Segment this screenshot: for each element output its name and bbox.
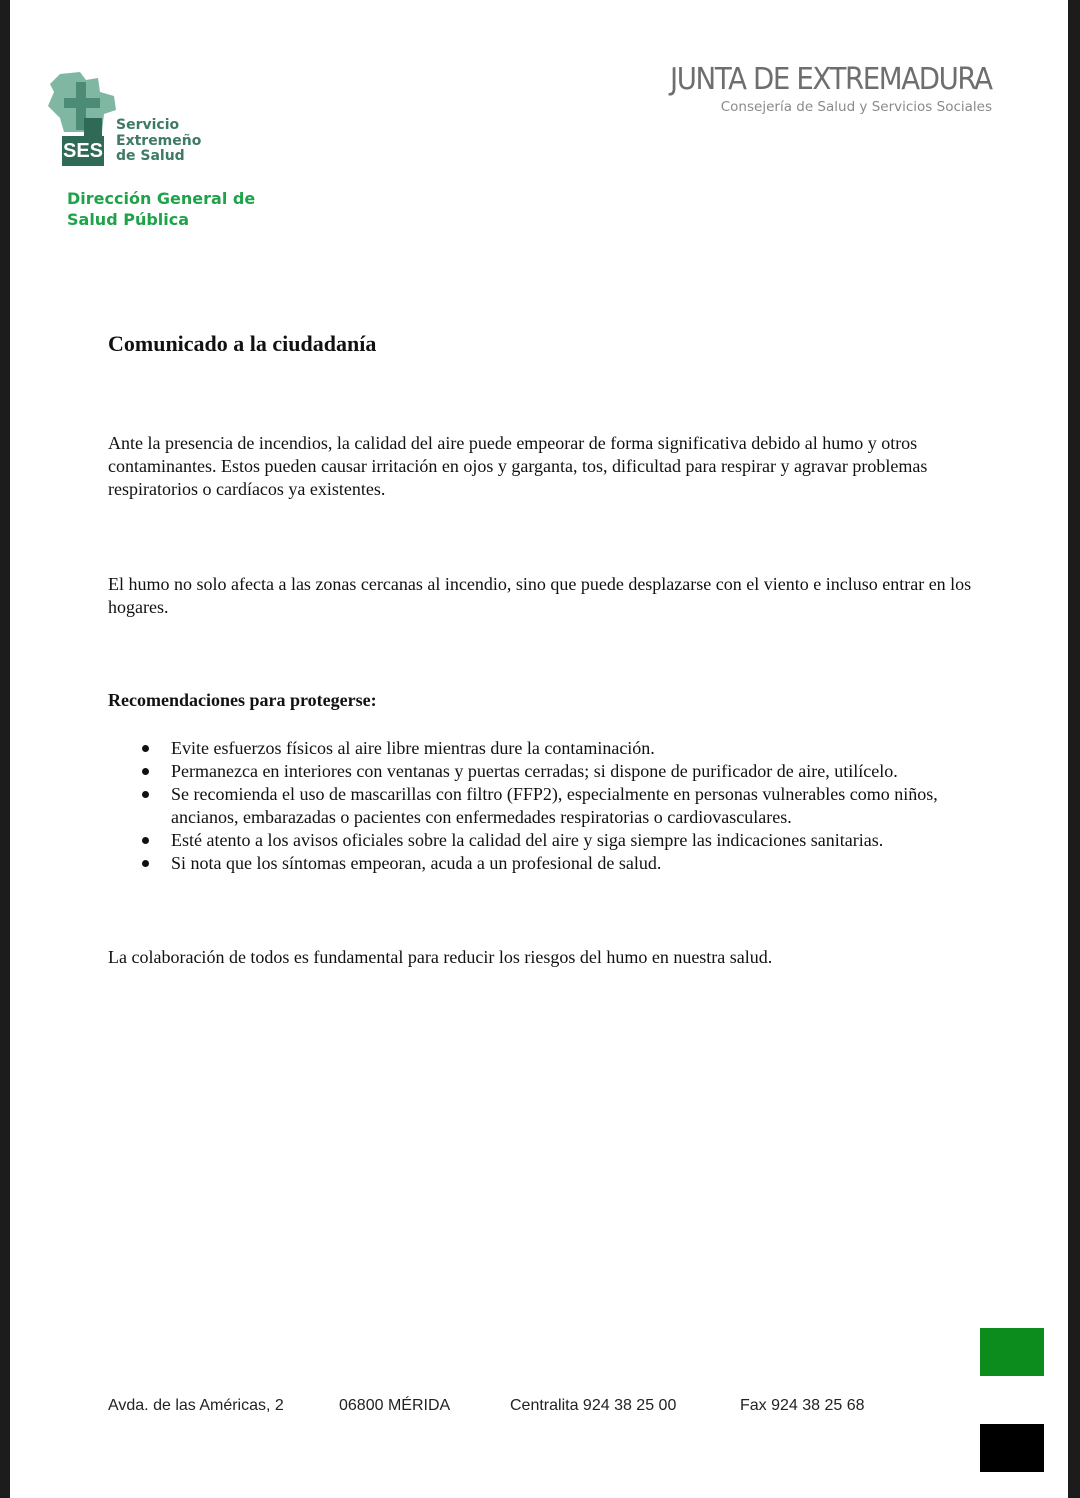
recommendations-title: Recomendaciones para protegerse: — [108, 690, 377, 710]
green-square — [980, 1328, 1044, 1376]
recommendations-list — [108, 737, 988, 875]
document-heading: Comunicado a la ciudadanía — [108, 331, 377, 356]
footer-fax: Fax 924 38 25 68 — [740, 1397, 865, 1414]
ses-name-line: de Salud — [116, 148, 185, 164]
list-item: Permanezca en interiores con ventanas y puertas cerradas; si dispone de purificador de aire, utilícelo. — [108, 760, 988, 783]
black-square — [980, 1424, 1044, 1472]
paragraph-intro: Ante la presencia de incendios, la calidad del aire puede empeorar de forma significativa debido al humo y otros contaminantes. Estos pueden causar irritación en ojos y garganta, tos, dificultad para respirar y agravar problemas respiratorios o cardíacos ya existentes. — [108, 433, 928, 499]
document-page — [10, 0, 1068, 1498]
direccion-line: Dirección General de — [67, 189, 256, 208]
paragraph-closing: La colaboración de todos es fundamental para reducir los riesgos del humo en nuestra salud. — [108, 947, 773, 967]
footer-city: 06800 MÉRIDA — [339, 1397, 451, 1414]
junta-subtitle: Consejería de Salud y Servicios Sociales — [720, 99, 992, 115]
ses-name — [116, 118, 201, 165]
direccion-general-title — [67, 188, 255, 230]
list-item: Evite esfuerzos físicos al aire libre mientras dure la contaminación. — [108, 737, 988, 760]
list-item: Si nota que los síntomas empeoran, acuda a un profesional de salud. — [108, 852, 988, 875]
direccion-line: Salud Pública — [67, 210, 190, 229]
ses-abbreviation: SES — [63, 140, 104, 162]
ses-logo — [46, 70, 226, 180]
paragraph-smoke: El humo no solo afecta a las zonas cercanas al incendio, sino que puede desplazarse con el viento e incluso entrar en los hogares. — [108, 574, 972, 617]
junta-header — [642, 62, 992, 115]
footer-address: Avda. de las Américas, 2 — [108, 1397, 284, 1414]
ses-name-line: Extremeño — [116, 132, 202, 149]
list-item: Se recomienda el uso de mascarillas con filtro (FFP2), especialmente en personas vulnerables como niños, ancianos, embarazadas o pacientes con enfermedades respiratorias o cardiovasculares. — [108, 783, 988, 829]
ses-name-line: Servicio — [116, 117, 180, 133]
junta-title: JUNTA DE EXTREMADURA — [670, 62, 992, 97]
footer-phone: Centralita 924 38 25 00 — [510, 1397, 677, 1414]
list-item: Esté atento a los avisos oficiales sobre la calidad del aire y siga siempre las indicaciones sanitarias. — [108, 829, 988, 852]
